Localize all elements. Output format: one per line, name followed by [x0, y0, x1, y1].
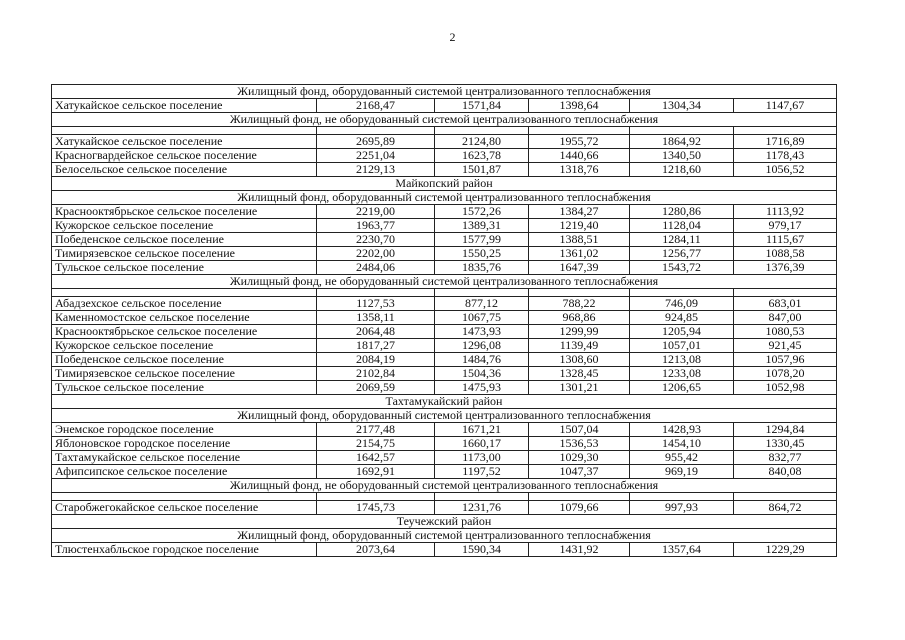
region-title: Теучежский район	[52, 515, 837, 529]
table-row	[52, 451, 837, 465]
settlement-name: Хатукайское сельское поселение	[52, 99, 317, 113]
spacer-row	[52, 289, 837, 297]
value-cell: 1955,72	[529, 135, 630, 149]
tariff-table	[51, 84, 837, 557]
value-cell: 1301,21	[529, 381, 630, 395]
value-cell: 788,22	[529, 297, 630, 311]
table-row	[52, 339, 837, 353]
value-cell: 1504,36	[435, 367, 529, 381]
value-cell: 2073,64	[317, 543, 435, 557]
value-cell: 1543,72	[630, 261, 734, 275]
section-header-row	[52, 191, 837, 205]
value-cell: 1454,10	[630, 437, 734, 451]
value-cell: 2084,19	[317, 353, 435, 367]
value-cell: 968,86	[529, 311, 630, 325]
table-row	[52, 465, 837, 479]
value-cell: 1507,04	[529, 423, 630, 437]
value-cell: 2219,00	[317, 205, 435, 219]
spacer-cell	[529, 289, 630, 297]
value-cell: 1330,45	[734, 437, 837, 451]
section-header: Жилищный фонд, оборудованный системой централизованного теплоснабжения	[52, 191, 837, 205]
value-cell: 1256,77	[630, 247, 734, 261]
spacer-cell	[529, 493, 630, 501]
section-header: Жилищный фонд, оборудованный системой централизованного теплоснабжения	[52, 409, 837, 423]
value-cell: 1398,64	[529, 99, 630, 113]
settlement-name: Яблоновское городское поселение	[52, 437, 317, 451]
value-cell: 1067,75	[435, 311, 529, 325]
spacer-cell	[630, 289, 734, 297]
value-cell: 1692,91	[317, 465, 435, 479]
value-cell: 1113,92	[734, 205, 837, 219]
value-cell: 2695,89	[317, 135, 435, 149]
settlement-name: Тульское сельское поселение	[52, 261, 317, 275]
settlement-name: Победенское сельское поселение	[52, 353, 317, 367]
value-cell: 864,72	[734, 501, 837, 515]
value-cell: 1233,08	[630, 367, 734, 381]
value-cell: 1206,65	[630, 381, 734, 395]
value-cell: 1139,49	[529, 339, 630, 353]
value-cell: 832,77	[734, 451, 837, 465]
value-cell: 1473,93	[435, 325, 529, 339]
spacer-cell	[435, 127, 529, 135]
settlement-name: Энемское городское поселение	[52, 423, 317, 437]
region-row	[52, 177, 837, 191]
section-header-row	[52, 479, 837, 493]
value-cell: 1205,94	[630, 325, 734, 339]
table-row	[52, 135, 837, 149]
value-cell: 1660,17	[435, 437, 529, 451]
value-cell: 1671,21	[435, 423, 529, 437]
settlement-name: Тахтамукайское сельское поселение	[52, 451, 317, 465]
value-cell: 924,85	[630, 311, 734, 325]
settlement-name: Тимирязевское сельское поселение	[52, 247, 317, 261]
section-header: Жилищный фонд, оборудованный системой централизованного теплоснабжения	[52, 85, 837, 99]
settlement-name: Тлюстенхабльское городское поселение	[52, 543, 317, 557]
table-row	[52, 311, 837, 325]
region-row	[52, 395, 837, 409]
settlement-name: Кужорское сельское поселение	[52, 339, 317, 353]
value-cell: 1835,76	[435, 261, 529, 275]
value-cell: 1428,93	[630, 423, 734, 437]
value-cell: 2069,59	[317, 381, 435, 395]
value-cell: 1218,60	[630, 163, 734, 177]
spacer-cell	[52, 127, 317, 135]
value-cell: 1299,99	[529, 325, 630, 339]
value-cell: 1197,52	[435, 465, 529, 479]
value-cell: 1484,76	[435, 353, 529, 367]
value-cell: 1745,73	[317, 501, 435, 515]
table-row	[52, 543, 837, 557]
value-cell: 1384,27	[529, 205, 630, 219]
value-cell: 1115,67	[734, 233, 837, 247]
value-cell: 979,17	[734, 219, 837, 233]
value-cell: 847,00	[734, 311, 837, 325]
value-cell: 1817,27	[317, 339, 435, 353]
value-cell: 1388,51	[529, 233, 630, 247]
settlement-name: Старобжегокайское сельское поселение	[52, 501, 317, 515]
value-cell: 1389,31	[435, 219, 529, 233]
value-cell: 2168,47	[317, 99, 435, 113]
value-cell: 1376,39	[734, 261, 837, 275]
value-cell: 840,08	[734, 465, 837, 479]
settlement-name: Тимирязевское сельское поселение	[52, 367, 317, 381]
value-cell: 1296,08	[435, 339, 529, 353]
settlement-name: Тульское сельское поселение	[52, 381, 317, 395]
value-cell: 1864,92	[630, 135, 734, 149]
table-row	[52, 381, 837, 395]
table-row	[52, 437, 837, 451]
value-cell: 1475,93	[435, 381, 529, 395]
table-row	[52, 219, 837, 233]
value-cell: 2102,84	[317, 367, 435, 381]
region-row	[52, 515, 837, 529]
value-cell: 1501,87	[435, 163, 529, 177]
section-header: Жилищный фонд, не оборудованный системой централизованного теплоснабжения	[52, 275, 837, 289]
value-cell: 1361,02	[529, 247, 630, 261]
table-row	[52, 325, 837, 339]
spacer-cell	[630, 127, 734, 135]
settlement-name: Абадзехское сельское поселение	[52, 297, 317, 311]
settlement-name: Краснооктябрьское сельское поселение	[52, 325, 317, 339]
spacer-cell	[734, 127, 837, 135]
settlement-name: Каменномостское сельское поселение	[52, 311, 317, 325]
value-cell: 1642,57	[317, 451, 435, 465]
value-cell: 969,19	[630, 465, 734, 479]
value-cell: 1231,76	[435, 501, 529, 515]
value-cell: 1440,66	[529, 149, 630, 163]
section-header-row	[52, 113, 837, 127]
spacer-row	[52, 127, 837, 135]
value-cell: 1963,77	[317, 219, 435, 233]
value-cell: 1178,43	[734, 149, 837, 163]
value-cell: 1088,58	[734, 247, 837, 261]
value-cell: 1536,53	[529, 437, 630, 451]
settlement-name: Красногвардейское сельское поселение	[52, 149, 317, 163]
region-title: Тахтамукайский район	[52, 395, 837, 409]
value-cell: 2154,75	[317, 437, 435, 451]
value-cell: 2129,13	[317, 163, 435, 177]
value-cell: 746,09	[630, 297, 734, 311]
value-cell: 1047,37	[529, 465, 630, 479]
value-cell: 1219,40	[529, 219, 630, 233]
value-cell: 2484,06	[317, 261, 435, 275]
spacer-cell	[734, 493, 837, 501]
spacer-cell	[317, 127, 435, 135]
spacer-cell	[435, 289, 529, 297]
value-cell: 1572,26	[435, 205, 529, 219]
value-cell: 921,45	[734, 339, 837, 353]
table-row	[52, 297, 837, 311]
value-cell: 1431,92	[529, 543, 630, 557]
section-header-row	[52, 409, 837, 423]
value-cell: 1358,11	[317, 311, 435, 325]
value-cell: 1280,86	[630, 205, 734, 219]
settlement-name: Победенское сельское поселение	[52, 233, 317, 247]
value-cell: 1550,25	[435, 247, 529, 261]
spacer-cell	[52, 289, 317, 297]
settlement-name: Белосельское сельское поселение	[52, 163, 317, 177]
spacer-cell	[317, 289, 435, 297]
value-cell: 1308,60	[529, 353, 630, 367]
settlement-name: Кужорское сельское поселение	[52, 219, 317, 233]
section-header: Жилищный фонд, оборудованный системой централизованного теплоснабжения	[52, 529, 837, 543]
value-cell: 2064,48	[317, 325, 435, 339]
table-row	[52, 205, 837, 219]
settlement-name: Краснооктябрьское сельское поселение	[52, 205, 317, 219]
value-cell: 2177,48	[317, 423, 435, 437]
value-cell: 1147,67	[734, 99, 837, 113]
value-cell: 1623,78	[435, 149, 529, 163]
value-cell: 1318,76	[529, 163, 630, 177]
value-cell: 1078,20	[734, 367, 837, 381]
value-cell: 1029,30	[529, 451, 630, 465]
value-cell: 1057,96	[734, 353, 837, 367]
spacer-cell	[317, 493, 435, 501]
table-row	[52, 501, 837, 515]
spacer-cell	[435, 493, 529, 501]
settlement-name: Хатукайское сельское поселение	[52, 135, 317, 149]
value-cell: 1577,99	[435, 233, 529, 247]
value-cell: 1590,34	[435, 543, 529, 557]
value-cell: 1340,50	[630, 149, 734, 163]
spacer-cell	[52, 493, 317, 501]
value-cell: 1173,00	[435, 451, 529, 465]
spacer-cell	[734, 289, 837, 297]
value-cell: 2202,00	[317, 247, 435, 261]
value-cell: 997,93	[630, 501, 734, 515]
value-cell: 1328,45	[529, 367, 630, 381]
table-row	[52, 99, 837, 113]
value-cell: 877,12	[435, 297, 529, 311]
value-cell: 1080,53	[734, 325, 837, 339]
value-cell: 2230,70	[317, 233, 435, 247]
value-cell: 683,01	[734, 297, 837, 311]
section-header: Жилищный фонд, не оборудованный системой централизованного теплоснабжения	[52, 479, 837, 493]
table-row	[52, 149, 837, 163]
spacer-cell	[529, 127, 630, 135]
value-cell: 1056,52	[734, 163, 837, 177]
value-cell: 1284,11	[630, 233, 734, 247]
region-title: Майкопский район	[52, 177, 837, 191]
value-cell: 1229,29	[734, 543, 837, 557]
value-cell: 1127,53	[317, 297, 435, 311]
table-row	[52, 261, 837, 275]
value-cell: 1294,84	[734, 423, 837, 437]
value-cell: 2124,80	[435, 135, 529, 149]
table-row	[52, 247, 837, 261]
value-cell: 1128,04	[630, 219, 734, 233]
value-cell: 1571,84	[435, 99, 529, 113]
section-header-row	[52, 529, 837, 543]
value-cell: 2251,04	[317, 149, 435, 163]
value-cell: 1304,34	[630, 99, 734, 113]
table-row	[52, 233, 837, 247]
settlement-name: Афипсипское сельское поселение	[52, 465, 317, 479]
table-row	[52, 163, 837, 177]
table-row	[52, 367, 837, 381]
value-cell: 1079,66	[529, 501, 630, 515]
value-cell: 1057,01	[630, 339, 734, 353]
value-cell: 955,42	[630, 451, 734, 465]
value-cell: 1213,08	[630, 353, 734, 367]
section-header-row	[52, 85, 837, 99]
page-number: 2	[449, 30, 456, 44]
value-cell: 1052,98	[734, 381, 837, 395]
table-row	[52, 353, 837, 367]
spacer-cell	[630, 493, 734, 501]
spacer-row	[52, 493, 837, 501]
value-cell: 1647,39	[529, 261, 630, 275]
section-header: Жилищный фонд, не оборудованный системой централизованного теплоснабжения	[52, 113, 837, 127]
section-header-row	[52, 275, 837, 289]
table-row	[52, 423, 837, 437]
value-cell: 1357,64	[630, 543, 734, 557]
value-cell: 1716,89	[734, 135, 837, 149]
